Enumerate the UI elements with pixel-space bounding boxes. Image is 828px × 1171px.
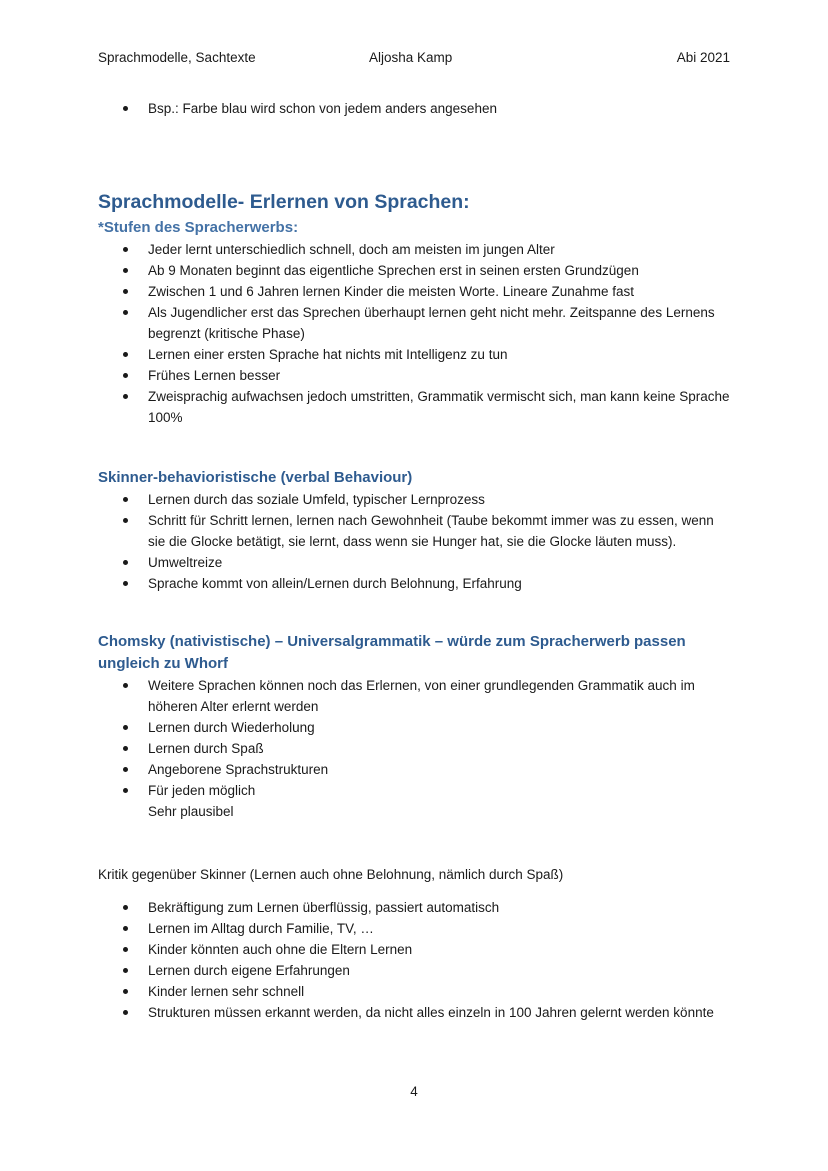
section-heading-chomsky: Chomsky (nativistische) – Universalgrammatik – würde zum Spracherwerb passen ungleich zu Whorf [98,633,686,672]
header-author: Aljosha Kamp [369,50,453,65]
list-item: Lernen durch eigene Erfahrungen [148,960,730,981]
subheading-stufen: *Stufen des Spracherwerbs: [98,219,299,236]
kritik-bullet-list [98,897,730,1023]
list-item: Zwischen 1 und 6 Jahren lernen Kinder die meisten Worte. Lineare Zunahme fast [148,281,730,302]
list-item: Sprache kommt von allein/Lernen durch Belohnung, Erfahrung [148,573,730,594]
list-item: Lernen durch das soziale Umfeld, typischer Lernprozess [148,489,730,510]
list-item: Zweisprachig aufwachsen jedoch umstritten, Grammatik vermischt sich, man kann keine Sprache 100% [148,386,730,428]
page-header [98,50,730,70]
chomsky-bullet-list [98,675,730,822]
list-item: Strukturen müssen erkannt werden, da nicht alles einzeln in 100 Jahren gelernt werden könnte [148,1002,730,1023]
list-item: Jeder lernt unterschiedlich schnell, doch am meisten im jungen Alter [148,239,730,260]
spracherwerb-bullet-list [98,239,730,428]
page-number: 4 [410,1084,418,1099]
list-item: Frühes Lernen besser [148,365,730,386]
skinner-bullet-list [98,489,730,594]
list-item: Lernen durch Wiederholung [148,717,730,738]
header-right: Abi 2021 [676,50,730,65]
list-item: Bekräftigung zum Lernen überflüssig, passiert automatisch [148,897,730,918]
list-item: Lernen durch Spaß [148,738,730,759]
list-item: Angeborene Sprachstrukturen [148,759,730,780]
page-content [98,98,730,1023]
list-item: Lernen einer ersten Sprache hat nichts mit Intelligenz zu tun [148,344,730,365]
list-item: Umweltreize [148,552,730,573]
list-item: Für jeden möglich [148,780,730,801]
section-heading-skinner: Skinner-behavioristische (verbal Behaviour) [98,469,413,486]
intro-bullet-list [98,98,730,119]
list-item: Bsp.: Farbe blau wird schon von jedem anders angesehen [148,98,730,119]
kritik-intro: Kritik gegenüber Skinner (Lernen auch ohne Belohnung, nämlich durch Spaß) [98,867,564,882]
list-item: Weitere Sprachen können noch das Erlernen, von einer grundlegenden Grammatik auch im höheren Alter erlernt werden [148,675,730,717]
list-item: Lernen im Alltag durch Familie, TV, … [148,918,730,939]
list-item: Kinder könnten auch ohne die Eltern Lernen [148,939,730,960]
list-continuation: Sehr plausibel [148,804,234,819]
section-heading-spracherwerb: Sprachmodelle- Erlernen von Sprachen: [98,191,470,213]
header-left: Sprachmodelle, Sachtexte [98,50,256,65]
list-item: Ab 9 Monaten beginnt das eigentliche Sprechen erst in seinen ersten Grundzügen [148,260,730,281]
list-item: Kinder lernen sehr schnell [148,981,730,1002]
list-item: Als Jugendlicher erst das Sprechen überhaupt lernen geht nicht mehr. Zeitspanne des Lernens begrenzt (kritische Phase) [148,302,730,344]
list-item: Schritt für Schritt lernen, lernen nach Gewohnheit (Taube bekommt immer was zu essen, wenn sie die Glocke betätigt, sie lernt, dass wenn sie Hunger hat, sie die Glocke läuten muss). [148,510,730,552]
